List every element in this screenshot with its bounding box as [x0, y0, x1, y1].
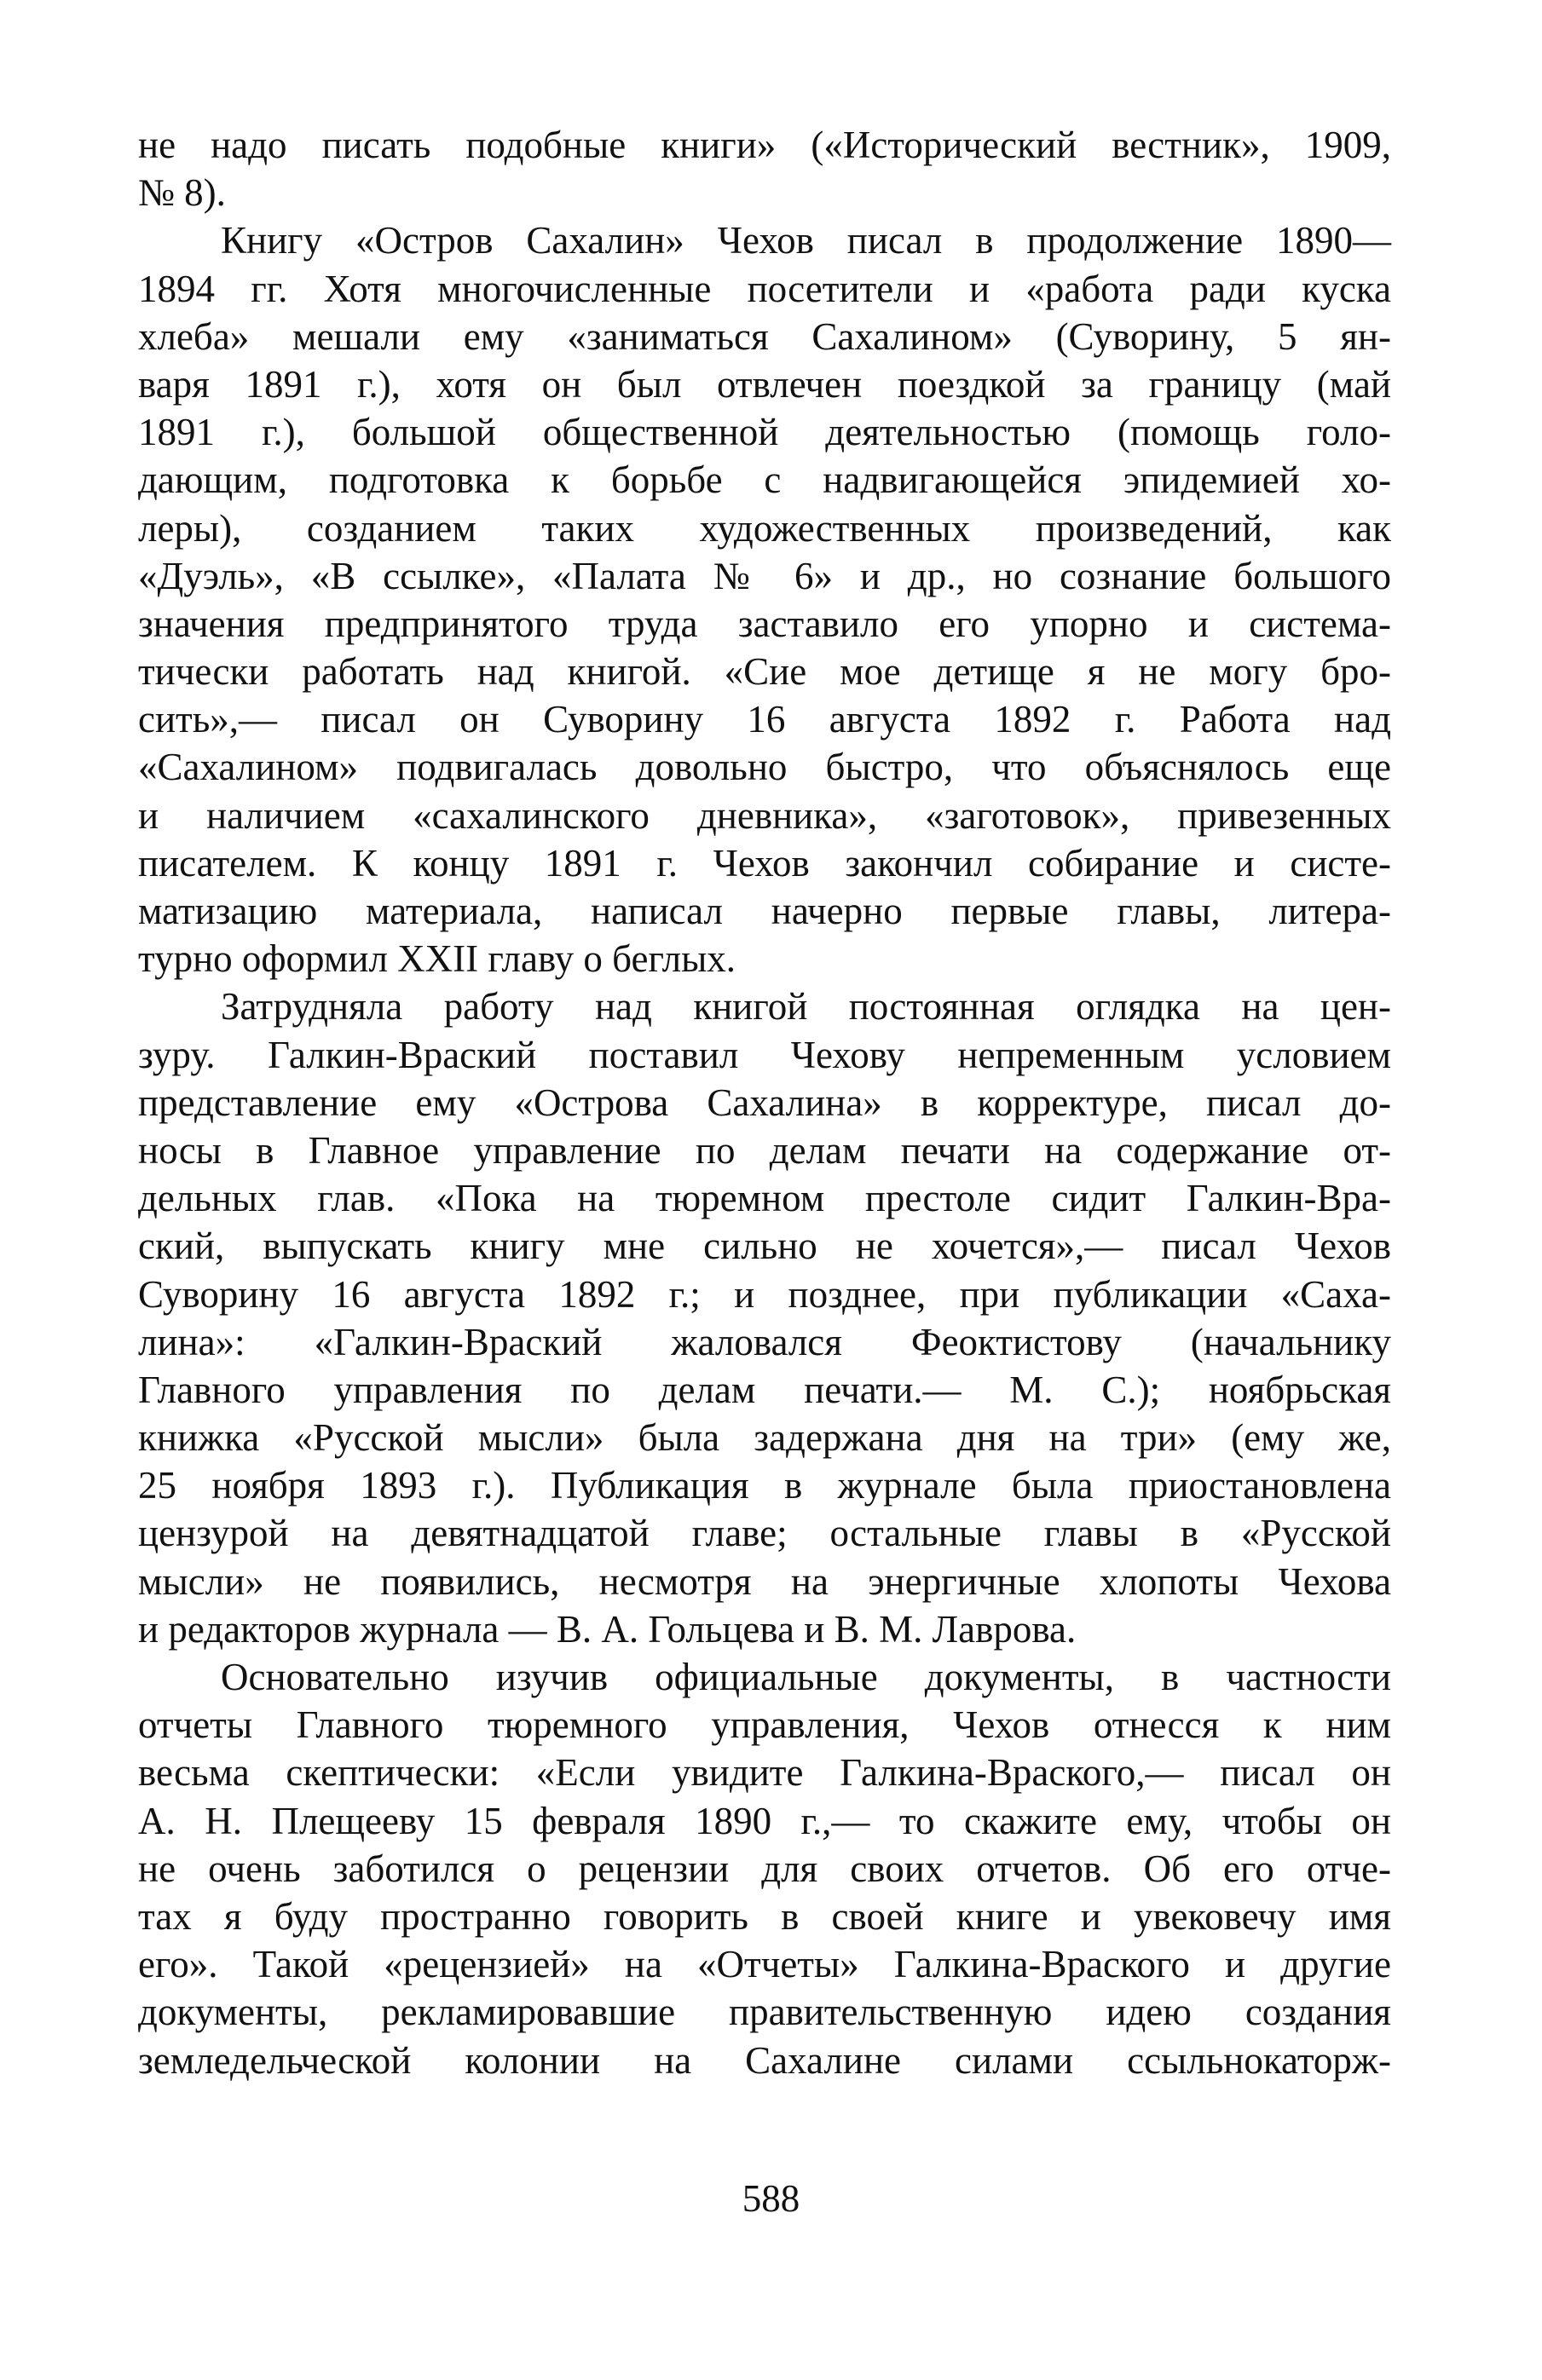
text-line: хлеба» мешали ему «заниматься Сахалином» (Суворину, 5 ян-: [138, 314, 1391, 358]
text-line: отчеты Главного тюремного управления, Чехов отнесся к ним: [138, 1703, 1391, 1747]
text-line: Суворину 16 августа 1892 г.; и позднее, при публикации «Саха-: [138, 1272, 1391, 1316]
text-line: не очень заботился о рецензии для своих отчетов. Об его отче-: [138, 1847, 1391, 1890]
text-line: варя 1891 г.), хотя он был отвлечен поездкой за границу (май: [138, 362, 1391, 406]
paragraph-3: [138, 983, 1391, 1653]
text-line: тах я буду пространно говорить в своей книге и увековечу имя: [138, 1894, 1391, 1938]
text-line: Основательно изучив официальные документы, в частности: [221, 1656, 1391, 1698]
page-text: [138, 121, 1391, 2084]
text-line: леры), созданием таких художественных произведений, как: [138, 506, 1391, 550]
text-line: А. Н. Плещееву 15 февраля 1890 г.,— то скажите ему, чтобы он: [138, 1799, 1391, 1842]
text-line: земледельческой колонии на Сахалине силами ссыльнокаторж-: [138, 2038, 1391, 2082]
text-line: документы, рекламировавшие правительственную идею создания: [138, 1991, 1391, 2034]
text-line: лина»: «Галкин-Враский жаловался Феоктистову (начальнику: [138, 1320, 1391, 1363]
text-line: 1891 г.), большой общественной деятельностью (помощь голо-: [138, 411, 1391, 454]
text-line: «Сахалином» подвигалась довольно быстро, что объяснялось еще: [138, 746, 1391, 789]
text-line: и наличием «сахалинского дневника», «заготовок», привезенных: [138, 793, 1391, 837]
text-line: представление ему «Острова Сахалина» в корректуре, писал до-: [138, 1081, 1391, 1124]
text-line: турно оформил XXII главу о беглых.: [138, 937, 736, 981]
text-line: «Дуэль», «В ссылке», «Палата № 6» и др., но сознание большого: [138, 554, 1391, 597]
text-line: Затрудняла работу над книгой постоянная оглядка на цен-: [221, 985, 1391, 1029]
text-line: № 8).: [138, 171, 226, 215]
text-line: 25 ноября 1893 г.). Публикация в журнале была приостановлена: [138, 1464, 1391, 1507]
text-line: ский, выпускать книгу мне сильно не хочется»,— писал Чехов: [138, 1225, 1391, 1268]
page-number: 588: [742, 2177, 800, 2220]
text-line: носы в Главное управление по делам печати на содержание от-: [138, 1128, 1391, 1172]
text-line: 1894 гг. Хотя многочисленные посетители и «работа ради куска: [138, 267, 1391, 310]
text-line: дающим, подготовка к борьбе с надвигающейся эпидемией хо-: [138, 458, 1391, 502]
text-line: цензурой на девятнадцатой главе; остальные главы в «Русской: [138, 1512, 1391, 1555]
text-line: сить»,— писал он Суворину 16 августа 1892 г. Работа над: [138, 698, 1391, 741]
text-line: книжка «Русской мысли» была задержана дня на три» (ему же,: [138, 1416, 1391, 1460]
text-line: мысли» не появились, несмотря на энергичные хлопоты Чехова: [138, 1559, 1391, 1603]
text-line: не надо писать подобные книги» («Исторический вестник», 1909,: [138, 124, 1391, 166]
text-line: зуру. Галкин-Враский поставил Чехову непременным условием: [138, 1033, 1391, 1076]
text-line: его». Такой «рецензией» на «Отчеты» Галкина-Враского и другие: [138, 1943, 1391, 1986]
paragraph-2: [138, 216, 1391, 983]
text-line: матизацию материала, написал начерно первые главы, литера-: [138, 890, 1391, 932]
text-line: Книгу «Остров Сахалин» Чехов писал в продолжение 1890—: [221, 219, 1391, 262]
text-line: писателем. К концу 1891 г. Чехов закончил собирание и систе-: [138, 841, 1391, 885]
text-line: дельных глав. «Пока на тюремном престоле сидит Галкин-Вра-: [138, 1177, 1391, 1220]
text-line: весьма скептически: «Если увидите Галкина-Враского,— писал он: [138, 1751, 1391, 1795]
paragraph-4: [138, 1653, 1391, 2084]
text-line: Главного управления по делам печати.— М. С.); ноябрьская: [138, 1368, 1391, 1411]
text-line: значения предпринятого труда заставило его упорно и система-: [138, 602, 1391, 645]
text-line: тически работать над книгой. «Сие мое детище я не могу бро-: [138, 650, 1391, 694]
paragraph-1: [138, 121, 1391, 216]
text-line: и редакторов журнала — В. А. Гольцева и В. М. Лаврова.: [138, 1607, 1077, 1651]
